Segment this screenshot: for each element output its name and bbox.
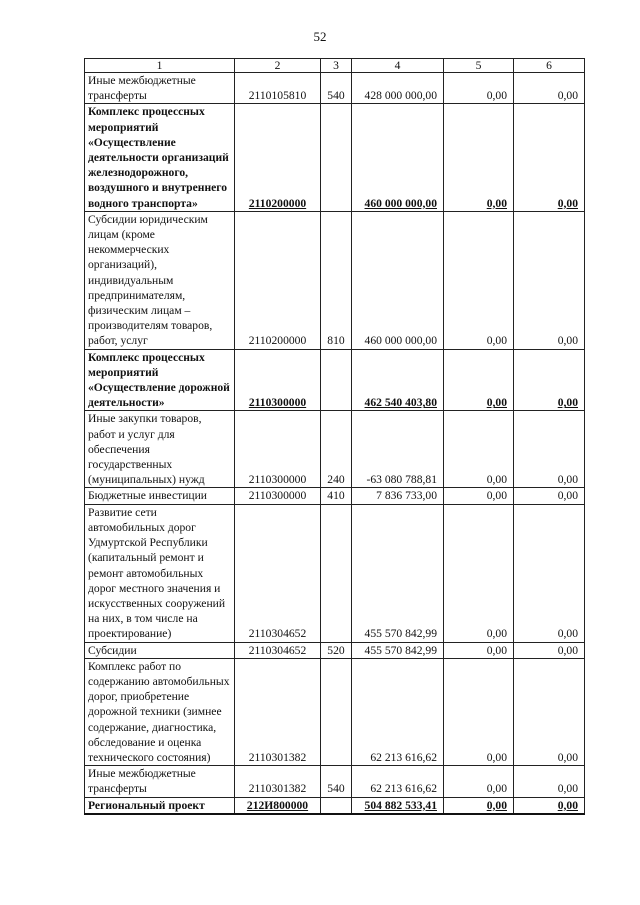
row-amount-6: 0,00	[514, 73, 585, 104]
row-amount-4: 504 882 533,41	[352, 797, 444, 814]
header-cell: 6	[514, 59, 585, 73]
row-name: Субсидии	[85, 642, 235, 658]
header-cell: 1	[85, 59, 235, 73]
table-row	[85, 504, 585, 642]
row-amount-6: 0,00	[514, 797, 585, 814]
row-amount-6: 0,00	[514, 504, 585, 642]
row-expense-type: 410	[321, 488, 352, 504]
row-expense-type	[321, 658, 352, 765]
row-amount-6: 0,00	[514, 766, 585, 797]
row-expense-type: 240	[321, 411, 352, 488]
row-amount-4: 460 000 000,00	[352, 211, 444, 349]
row-name: Бюджетные инвестиции	[85, 488, 235, 504]
table-row	[85, 73, 585, 104]
row-amount-5: 0,00	[444, 642, 514, 658]
row-amount-5: 0,00	[444, 73, 514, 104]
header-cell: 2	[235, 59, 321, 73]
header-cell: 3	[321, 59, 352, 73]
row-name: Комплекс процессных мероприятий «Осуществление дорожной деятельности»	[85, 349, 235, 411]
header-cell: 5	[444, 59, 514, 73]
row-amount-4: 455 570 842,99	[352, 504, 444, 642]
budget-table	[84, 58, 585, 815]
row-name: Иные межбюджетные трансферты	[85, 766, 235, 797]
row-amount-5: 0,00	[444, 504, 514, 642]
row-amount-6: 0,00	[514, 104, 585, 211]
row-expense-type: 810	[321, 211, 352, 349]
row-expense-type	[321, 104, 352, 211]
table-row	[85, 104, 585, 211]
row-target-code: 2110300000	[235, 349, 321, 411]
row-target-code: 2110105810	[235, 73, 321, 104]
row-amount-6: 0,00	[514, 411, 585, 488]
row-amount-5: 0,00	[444, 658, 514, 765]
table-row	[85, 211, 585, 349]
row-target-code: 2110301382	[235, 766, 321, 797]
row-expense-type: 540	[321, 73, 352, 104]
row-amount-6: 0,00	[514, 488, 585, 504]
row-amount-4: 455 570 842,99	[352, 642, 444, 658]
row-amount-5: 0,00	[444, 104, 514, 211]
header-row	[85, 59, 585, 73]
row-target-code: 2110300000	[235, 411, 321, 488]
row-amount-6: 0,00	[514, 642, 585, 658]
row-amount-5: 0,00	[444, 411, 514, 488]
row-amount-5: 0,00	[444, 349, 514, 411]
row-name: Иные межбюджетные трансферты	[85, 73, 235, 104]
row-amount-5: 0,00	[444, 797, 514, 814]
table-row	[85, 766, 585, 797]
row-amount-6: 0,00	[514, 349, 585, 411]
row-amount-6: 0,00	[514, 658, 585, 765]
header-cell: 4	[352, 59, 444, 73]
row-amount-4: 7 836 733,00	[352, 488, 444, 504]
row-name: Комплекс процессных мероприятий «Осуществление деятельности организаций железнодорожного, воздушного и внутреннего водного транспорта»	[85, 104, 235, 211]
row-target-code: 2110304652	[235, 504, 321, 642]
row-expense-type	[321, 349, 352, 411]
row-amount-5: 0,00	[444, 488, 514, 504]
table-row	[85, 658, 585, 765]
row-amount-4: 62 213 616,62	[352, 658, 444, 765]
row-name: Комплекс работ по содержанию автомобильных дорог, приобретение дорожной техники (зимнее содержание, диагностика, обследование и оценка технического состояния)	[85, 658, 235, 765]
row-expense-type	[321, 797, 352, 814]
row-name: Субсидии юридическим лицам (кроме некоммерческих организаций), индивидуальным предпринимателям, физическим лицам – производителям товаров, работ, услуг	[85, 211, 235, 349]
row-amount-4: 460 000 000,00	[352, 104, 444, 211]
row-amount-5: 0,00	[444, 211, 514, 349]
row-name: Развитие сети автомобильных дорог Удмуртской Республики (капитальный ремонт и ремонт автомобильных дорог местного значения и искусственных сооружений на них, в том числе на проектирование)	[85, 504, 235, 642]
table-row	[85, 488, 585, 504]
row-expense-type	[321, 504, 352, 642]
row-target-code: 2110304652	[235, 642, 321, 658]
row-name: Иные закупки товаров, работ и услуг для обеспечения государственных (муниципальных) нужд	[85, 411, 235, 488]
row-amount-4: 428 000 000,00	[352, 73, 444, 104]
row-amount-4: -63 080 788,81	[352, 411, 444, 488]
row-target-code: 2110300000	[235, 488, 321, 504]
row-name: Региональный проект	[85, 797, 235, 814]
row-expense-type: 540	[321, 766, 352, 797]
table-row	[85, 797, 585, 814]
row-amount-4: 62 213 616,62	[352, 766, 444, 797]
row-amount-5: 0,00	[444, 766, 514, 797]
page-number: 52	[313, 29, 327, 44]
table-row	[85, 642, 585, 658]
row-amount-4: 462 540 403,80	[352, 349, 444, 411]
row-target-code: 212И800000	[235, 797, 321, 814]
table-row	[85, 349, 585, 411]
row-target-code: 2110301382	[235, 658, 321, 765]
table-row	[85, 411, 585, 488]
row-amount-6: 0,00	[514, 211, 585, 349]
row-target-code: 2110200000	[235, 104, 321, 211]
row-target-code: 2110200000	[235, 211, 321, 349]
row-expense-type: 520	[321, 642, 352, 658]
